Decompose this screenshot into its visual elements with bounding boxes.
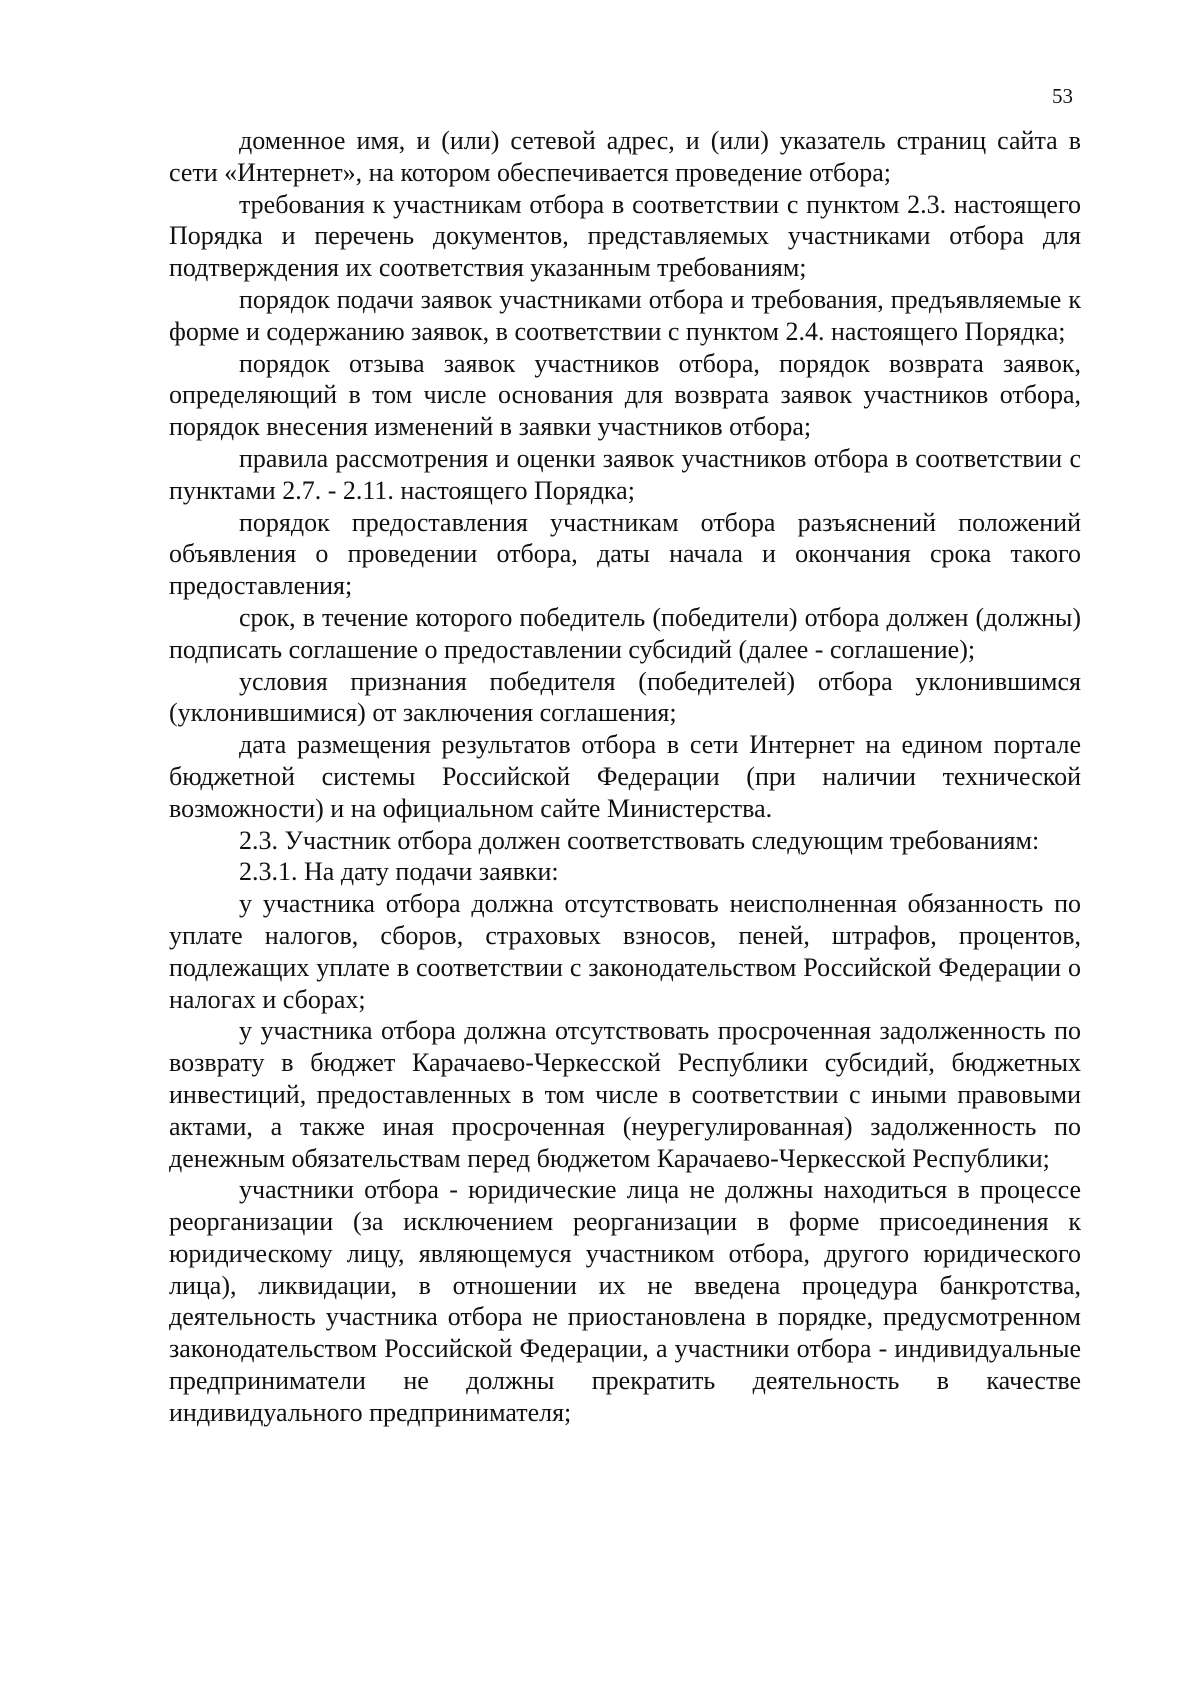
paragraph-budget-debt: у участника отбора должна отсутствовать просроченная задолженность по возврату в бюджет Карачаево-Черкесской Республики субсидий, бюджетных инвестиций, предоставленных в том числе в соответствии с иными правовыми актами, а также иная просроченная (неурегулированная) задолженность по денежным обязательствам перед бюджетом Карачаево-Черкесской Республики; — [169, 1016, 1081, 1173]
paragraph-list-item-website-address: доменное имя, и (или) сетевой адрес, и (или) указатель страниц сайта в сети «Интернет», на котором обеспечивается проведение отбора; — [169, 126, 1081, 187]
paragraph-tax-obligations: у участника отбора должна отсутствовать неисполненная обязанность по уплате налогов, сборов, страховых взносов, пеней, штрафов, процентов, подлежащих уплате в соответствии с законодательством Российской Федерации о налогах и сборах; — [169, 889, 1081, 1014]
paragraph-list-item-application-withdrawal: порядок отзыва заявок участников отбора, порядок возврата заявок, определяющий в том числе основания для возврата заявок участников отбора, порядок внесения изменений в заявки участников отбора; — [169, 348, 1081, 442]
paragraph-list-item-application-submission: порядок подачи заявок участниками отбора и требования, предъявляемые к форме и содержанию заявок, в соответствии с пунктом 2.4. настоящего Порядка; — [169, 284, 1081, 346]
paragraph-list-item-evaluation-rules: правила рассмотрения и оценки заявок участников отбора в соответствии с пунктами 2.7. - 2.11. настоящего Порядка; — [169, 443, 1081, 505]
paragraph-list-item-clarifications: порядок предоставления участникам отбора разъяснений положений объявления о проведении отбора, даты начала и окончания срока такого предоставления; — [169, 507, 1081, 601]
paragraph-section-2-3-1: 2.3.1. На дату подачи заявки: — [239, 857, 559, 887]
paragraph-list-item-participant-requirements: требования к участникам отбора в соответствии с пунктом 2.3. настоящего Порядка и перечень документов, представляемых участниками отбора для подтверждения их соответствия указанным требованиям; — [169, 189, 1081, 283]
paragraph-reorganization: участники отбора - юридические лица не должны находиться в процессе реорганизации (за исключением реорганизации в форме присоединения к юридическому лицу, являющемуся участником отбора, другого юридического лица), ликвидации, в отношении их не введена процедура банкротства, деятельность участника отбора не приостановлена в порядке, предусмотренном законодательством Российской Федерации, а участники отбора - индивидуальные предприниматели не должны прекратить деятельность в качестве индивидуального предпринимателя; — [169, 1175, 1081, 1427]
paragraph-section-2-3: 2.3. Участник отбора должен соответствовать следующим требованиям: — [239, 825, 1040, 855]
page-number: 53 — [1052, 84, 1073, 108]
document-body — [169, 125, 1081, 1429]
paragraph-list-item-evasion-conditions: условия признания победителя (победителей) отбора уклонившимся (уклонившимися) от заключения соглашения; — [169, 666, 1081, 728]
paragraph-list-item-agreement-deadline: срок, в течение которого победитель (победители) отбора должен (должны) подписать соглашение о предоставлении субсидий (далее - соглашение); — [169, 602, 1081, 664]
paragraph-list-item-results-publication: дата размещения результатов отбора в сети Интернет на едином портале бюджетной системы Российской Федерации (при наличии технической возможности) и на официальном сайте Министерства. — [169, 730, 1081, 823]
